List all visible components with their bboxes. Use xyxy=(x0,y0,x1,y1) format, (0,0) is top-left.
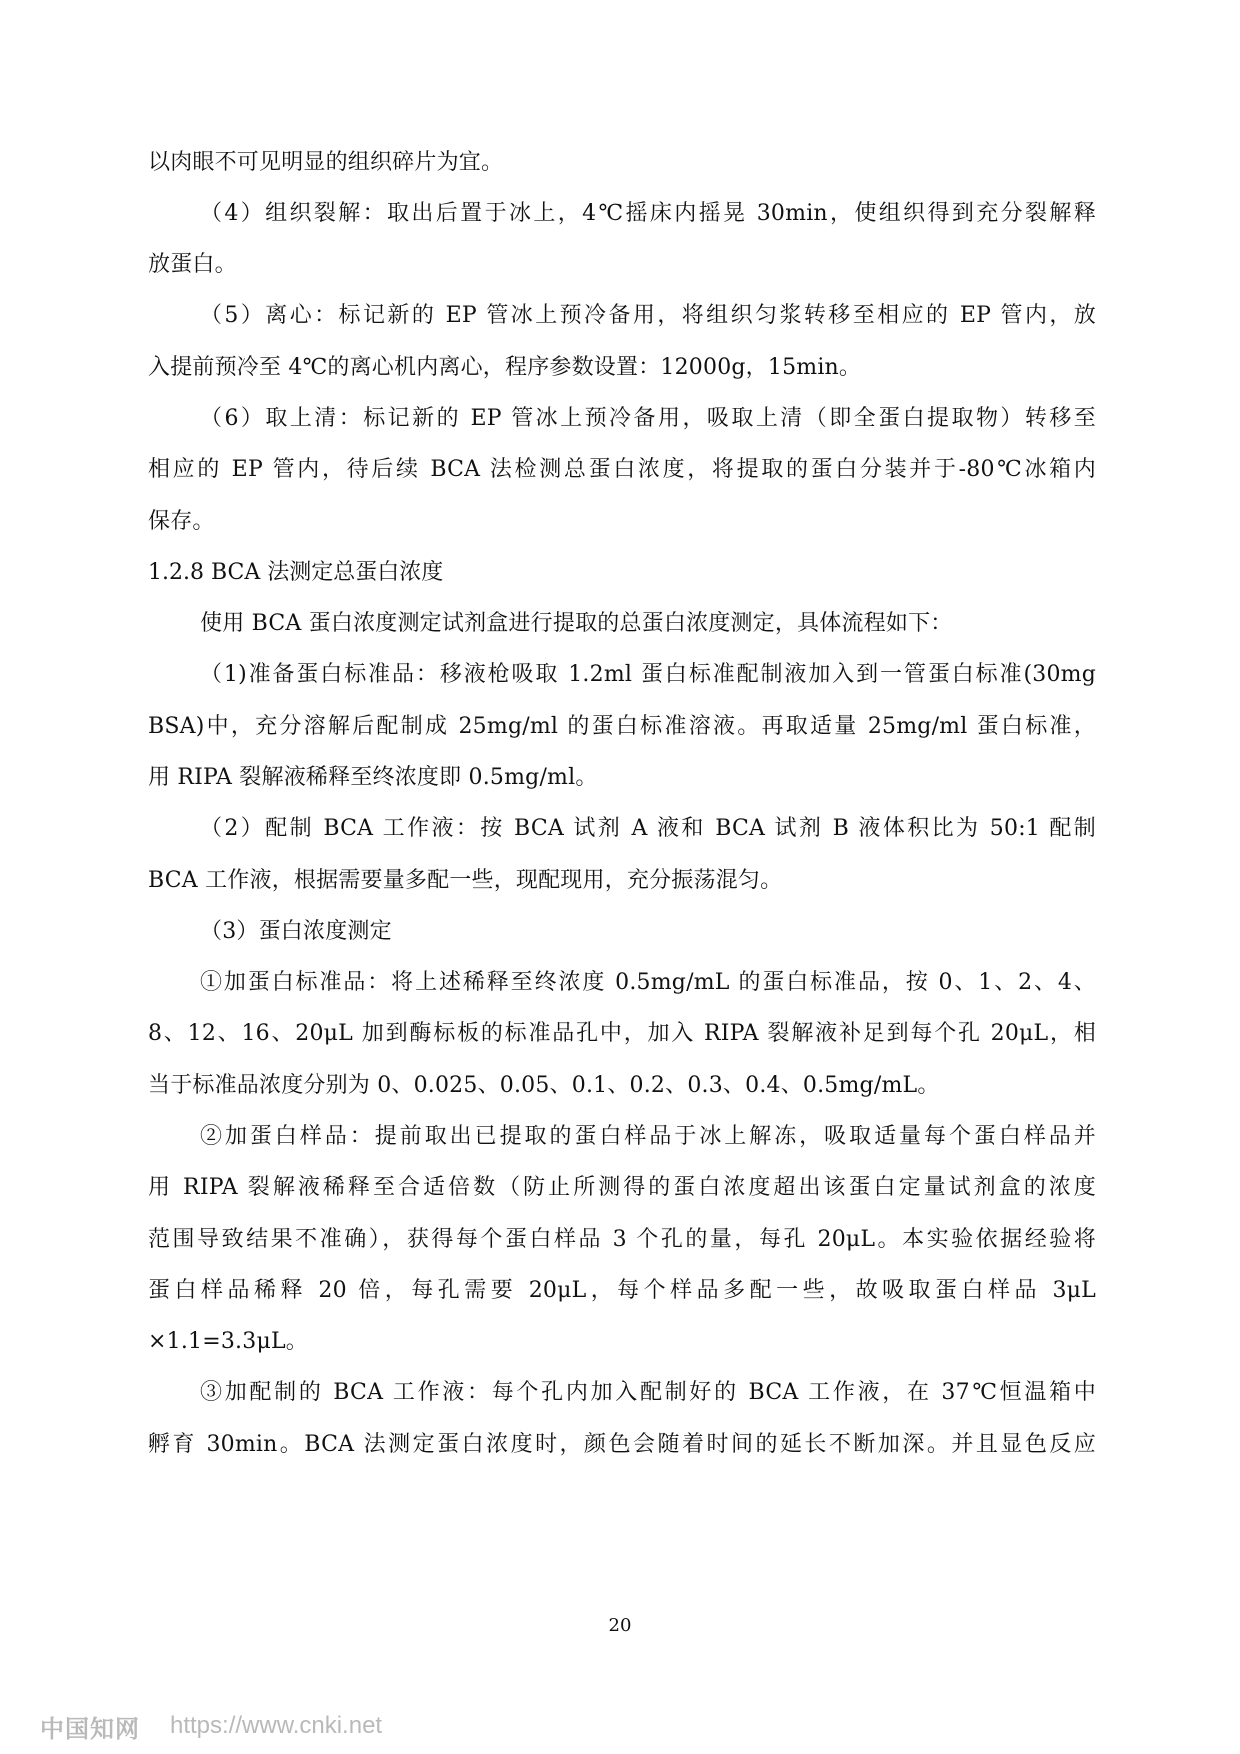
text-line: 蛋白样品稀释 20 倍，每孔需要 20μL，每个样品多配一些，故吸取蛋白样品 3μL xyxy=(148,1278,1096,1303)
text-line: （6）取上清：标记新的 EP 管冰上预冷备用，吸取上清（即全蛋白提取物）转移至 xyxy=(200,406,1096,431)
source-watermark xyxy=(40,1708,382,1744)
text-line: ③加配制的 BCA 工作液：每个孔内加入配制好的 BCA 工作液，在 37℃恒温箱中 xyxy=(200,1380,1096,1405)
text-line: ②加蛋白样品：提前取出已提取的蛋白样品于冰上解冻，吸取适量每个蛋白样品并 xyxy=(200,1124,1096,1149)
text-line: 用 RIPA 裂解液稀释至终浓度即 0.5mg/ml。 xyxy=(148,765,598,790)
text-line: BCA 工作液，根据需要量多配一些，现配现用，充分振荡混匀。 xyxy=(148,868,783,893)
text-line: 8、12、16、20μL 加到酶标板的标准品孔中，加入 RIPA 裂解液补足到每个孔 20μL，相 xyxy=(148,1021,1096,1046)
text-line: 保存。 xyxy=(148,509,215,534)
text-line: （5）离心：标记新的 EP 管冰上预冷备用，将组织匀浆转移至相应的 EP 管内，放 xyxy=(200,303,1096,328)
text-line: 使用 BCA 蛋白浓度测定试剂盒进行提取的总蛋白浓度测定，具体流程如下： xyxy=(200,611,953,636)
section-heading: 1.2.8 BCA 法测定总蛋白浓度 xyxy=(148,560,444,585)
watermark-brand: 中国知网 xyxy=(40,1715,140,1743)
text-line: （1)准备蛋白标准品：移液枪吸取 1.2ml 蛋白标准配制液加入到一管蛋白标准(30mg xyxy=(200,662,1096,687)
text-line: 用 RIPA 裂解液稀释至合适倍数（防止所测得的蛋白浓度超出该蛋白定量试剂盒的浓度 xyxy=(148,1175,1096,1200)
text-line: （2）配制 BCA 工作液：按 BCA 试剂 A 液和 BCA 试剂 B 液体积比为 50:1 配制 xyxy=(200,816,1096,841)
text-line: （3）蛋白浓度测定 xyxy=(200,919,392,944)
text-line: 范围导致结果不准确），获得每个蛋白样品 3 个孔的量，每孔 20μL。本实验依据经验将 xyxy=(148,1227,1096,1252)
watermark-url: https://www.cnki.net xyxy=(170,1712,383,1739)
text-line: 放蛋白。 xyxy=(148,252,237,277)
text-line: ①加蛋白标准品：将上述稀释至终浓度 0.5mg/mL 的蛋白标准品，按 0、1、2、4、 xyxy=(200,970,1096,995)
text-line: ×1.1=3.3μL。 xyxy=(148,1329,308,1354)
text-line: 相应的 EP 管内，待后续 BCA 法检测总蛋白浓度，将提取的蛋白分装并于-80℃冰箱内 xyxy=(148,457,1096,482)
text-line: 入提前预冷至 4℃的离心机内离心，程序参数设置：12000g，15min。 xyxy=(148,355,862,380)
text-line: BSA)中，充分溶解后配制成 25mg/ml 的蛋白标准溶液。再取适量 25mg/ml 蛋白标准， xyxy=(148,714,1096,739)
text-line: （4）组织裂解：取出后置于冰上，4℃摇床内摇晃 30min，使组织得到充分裂解释 xyxy=(200,201,1096,226)
text-line: 孵育 30min。BCA 法测定蛋白浓度时，颜色会随着时间的延长不断加深。并且显色反应 xyxy=(148,1432,1096,1457)
text-line: 以肉眼不可见明显的组织碎片为宜。 xyxy=(148,150,504,175)
page-number: 20 xyxy=(608,1615,632,1636)
text-line: 当于标准品浓度分别为 0、0.025、0.05、0.1、0.2、0.3、0.4、0.5mg/mL。 xyxy=(148,1073,940,1098)
